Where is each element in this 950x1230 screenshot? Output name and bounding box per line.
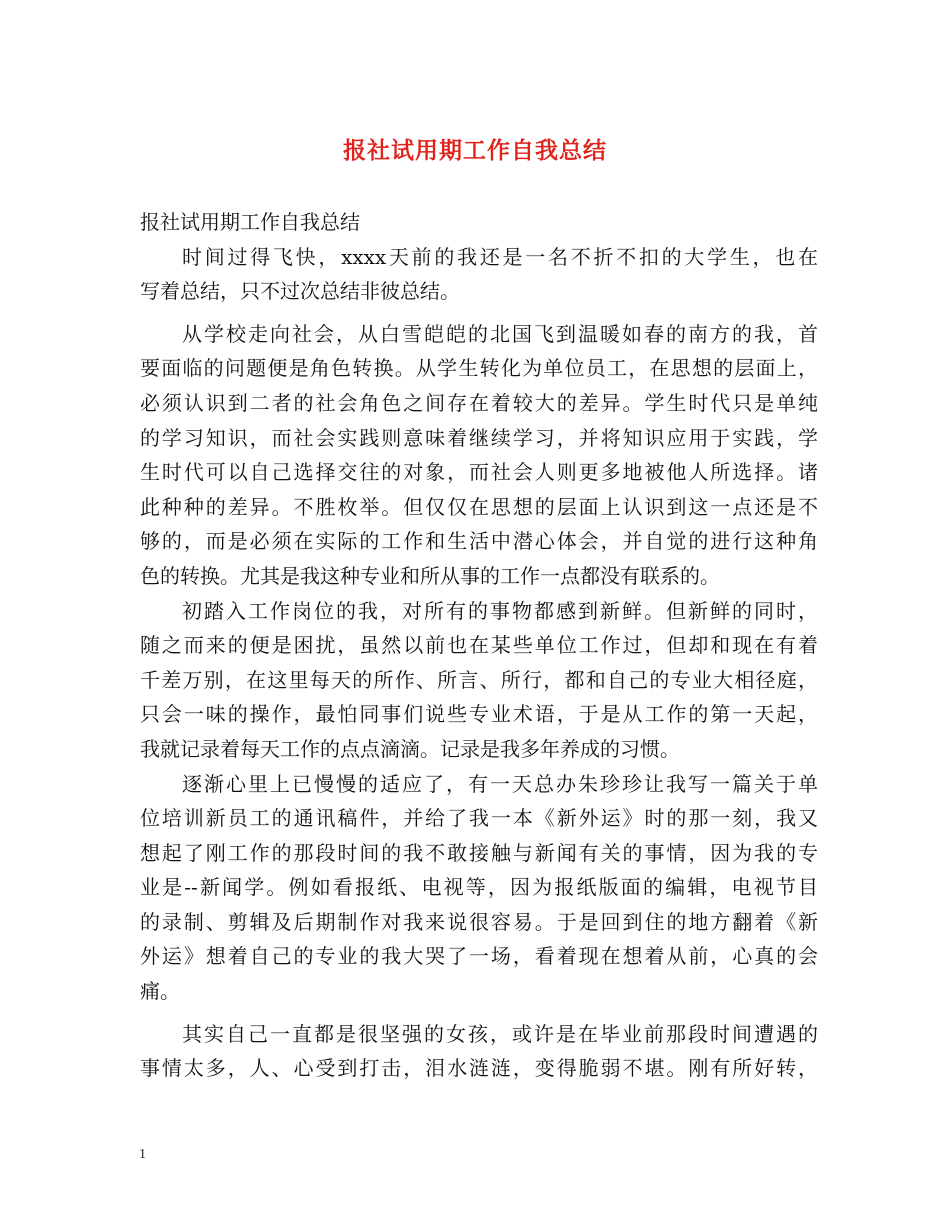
text-line: 的录制、剪辑及后期制作对我来说很容易。于是回到住的地方翻着《新 bbox=[140, 909, 818, 934]
text-line: 生时代可以自己选择交往的对象，而社会人则更多地被他人所选择。诸 bbox=[140, 460, 818, 485]
document-body bbox=[140, 205, 818, 1086]
page-number: 1 bbox=[139, 1147, 146, 1162]
text-line: 必须认识到二者的社会角色之间存在着较大的差异。学生时代只是单纯 bbox=[140, 390, 818, 415]
text-line: 要面临的问题便是角色转换。从学生转化为单位员工，在思想的层面上， bbox=[140, 356, 818, 381]
text-line: 位培训新员工的通讯稿件，并给了我一本《新外运》时的那一刻，我又 bbox=[140, 806, 818, 831]
text-line: 痛。 bbox=[140, 979, 180, 1004]
text-line: 够的，而是必须在实际的工作和生活中潜心体会，并自觉的进行这种角 bbox=[140, 529, 818, 554]
text-line: 其实自己一直都是很坚强的女孩，或许是在毕业前那段时间遭遇的 bbox=[182, 1021, 818, 1046]
text-line: 只会一味的操作，最怕同事们说些专业术语，于是从工作的第一天起， bbox=[140, 702, 818, 727]
text-line: 事情太多，人、心受到打击，泪水涟涟，变得脆弱不堪。刚有所好转， bbox=[140, 1056, 818, 1081]
text-line: 逐渐心里上已慢慢的适应了，有一天总办朱珍珍让我写一篇关于单 bbox=[182, 771, 818, 796]
text-line: 千差万别，在这里每天的所作、所言、所行，都和自己的专业大相径庭， bbox=[140, 667, 818, 692]
document-title: 报社试用期工作自我总结 bbox=[343, 138, 607, 164]
text-line: 时间过得飞快，xxxx天前的我还是一名不折不扣的大学生，也在 bbox=[182, 244, 818, 269]
text-line: 初踏入工作岗位的我，对所有的事物都感到新鲜。但新鲜的同时， bbox=[182, 598, 818, 623]
text-line: 从学校走向社会，从白雪皑皑的北国飞到温暖如春的南方的我，首 bbox=[182, 321, 818, 346]
text-line: 业是--新闻学。例如看报纸、电视等，因为报纸版面的编辑，电视节目 bbox=[140, 875, 818, 900]
text-line: 随之而来的便是困扰，虽然以前也在某些单位工作过，但却和现在有着 bbox=[140, 633, 818, 658]
text-line: 色的转换。尤其是我这种专业和所从事的工作一点都没有联系的。 bbox=[140, 563, 720, 588]
text-line: 我就记录着每天工作的点点滴滴。记录是我多年养成的习惯。 bbox=[140, 736, 680, 761]
text-line: 的学习知识，而社会实践则意味着继续学习，并将知识应用于实践，学 bbox=[140, 425, 818, 450]
text-line: 写着总结，只不过次总结非彼总结。 bbox=[140, 279, 460, 304]
text-line: 此种种的差异。不胜枚举。但仅仅在思想的层面上认识到这一点还是不 bbox=[140, 494, 818, 519]
text-line: 想起了刚工作的那段时间的我不敢接触与新闻有关的事情，因为我的专 bbox=[140, 840, 818, 865]
text-line: 报社试用期工作自我总结 bbox=[140, 210, 360, 234]
text-line: 外运》想着自己的专业的我大哭了一场，看着现在想着从前，心真的会 bbox=[140, 944, 818, 969]
